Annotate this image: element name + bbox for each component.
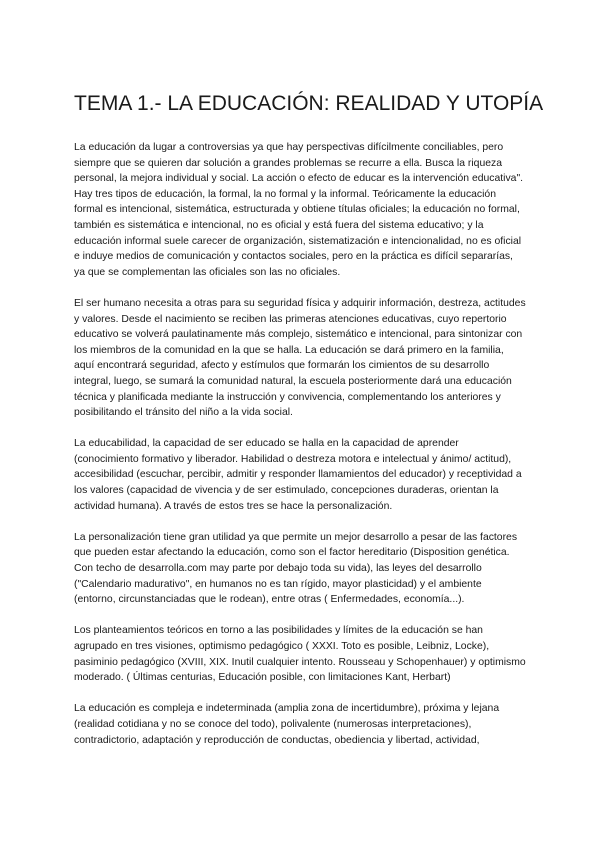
paragraph-3: La educabilidad, la capacidad de ser educado se halla en la capacidad de aprender (conocimiento formativo y liberador. Habilidad o destreza motora e intelectual y ánimo/ actitud), accesibilidad (escuchar, percibir, admitir y responder llamamientos del educador) y receptividad a los valores (capacidad de vivencia y de ser estimulado, concepciones duraderas, orientan la actividad humana). A través de estos tres se hace la personalización. — [74, 438, 522, 512]
page-title: TEMA 1.- LA EDUCACIÓN: REALIDAD Y UTOPÍA — [74, 92, 544, 115]
paragraph-1: La educación da lugar a controversias ya que hay perspectivas difícilmente conciliables, pero siempre que se quieren dar solución a grandes problemas se recurre a ella. Busca la riqueza personal, la mejora individual y social. La acción o efecto de educar es la intervención educativa". Hay tres tipos de educación, la formal, la no formal y la informal. Teóricamente la educación formal es intencional, sistemática, estructurada y obtiene títulas oficiales; la educación no formal, también es sistemática e intencional, no es oficial y está fuera del sistema educativo; y la educación informal suele carecer de organización, sistematización e intencionalidad, no es oficial e induye medios de comunicación y contactos sociales, pero en la práctica es difícil separarías, ya que se complementan las oficiales son las no oficiales. — [74, 142, 524, 278]
paragraph-4: La personalización tiene gran utilidad ya que permite un mejor desarrollo a pesar de las factores que pueden estar afectando la educación, como son el factor hereditario (Disposition genética. Con techo de desarrolla.com may parte por debajo toda su vida), las leyes del desarrollo ("Calendario madurativo", en humanos no es tan rígido, mayor plasticidad) y el ambiente (entorno, circunstanciadas que le rodean), entre otras ( Enfermedades, economía...). — [74, 531, 518, 606]
paragraph-2: El ser humano necesita a otras para su seguridad física y adquirir información, destreza, actitudes y valores. Desde el nacimiento se reciben las primeras atenciones educativas, cuyo repertorio educativo se volverá paulatinamente más complejo, sistemático e intencional, para sintonizar con los miembros de la comunidad en la que se halla. La educación se dará primero en la familia, aquí encontrará seguridad, afecto y estímulos que formarán los cimientos de su desarrollo integral, luego, se sumará la comunidad natural, la escuela posteriormente dará una educación técnica y planificada mediante la instrucción y convivencia, complementando los anteriores y posibilitando el tránsito del niño a la vida social. — [74, 297, 526, 419]
paragraph-5: Los planteamientos teóricos en torno a las posibilidades y límites de la educación se han agrupado en tres visiones, optimismo pedagógico ( XXXI. Toto es posible, Leibniz, Locke), pasiminio pedagógico (XVIII, XIX. Inutil cualquier intento. Rousseau y Schopenhauer) y optimismo moderado. ( Últimas centurias, Educación posible, con limitaciones Kant, Herbart) — [74, 625, 526, 684]
paragraph-6: La educación es compleja e indeterminada (amplia zona de incertidumbre), próxima y lejana (realidad cotidiana y no se conoce del todo), polivalente (numerosas interpretaciones), contradictorio, adaptación y reproducción de conductas, obediencia y libertad, actividad, — [74, 703, 500, 746]
